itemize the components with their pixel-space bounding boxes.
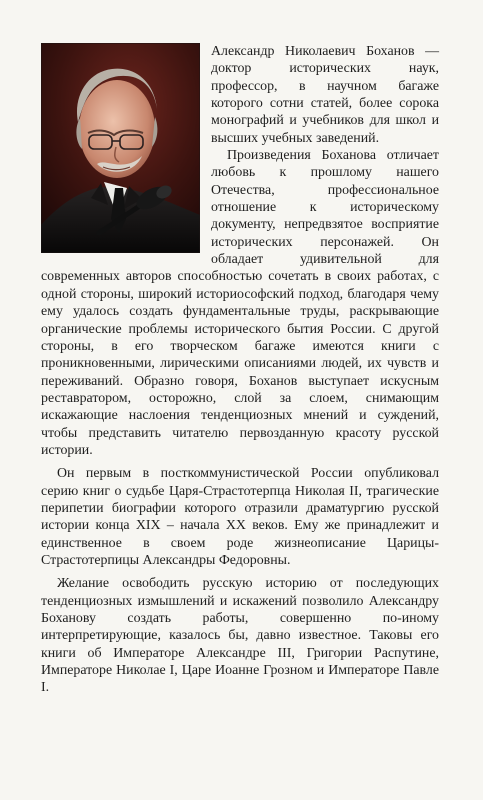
author-portrait [41, 43, 200, 253]
bio-paragraph-4: Желание освободить русскую историю от последующих тенденциозных измышлений и искажений позволило Александру Боханову создать работы, совершенно по-иному интерпретирующие, казалось бы, давно известное. Таковы его книги об Императоре Александре III, Григории Распутине, Императоре Николае I, Царе Иоанне Грозном и Императоре Павле I. [41, 576, 439, 696]
bio-paragraph-2: Произведения Боханова отличает любовь к прошлому нашего Отечества, профессиональное отношение к историческому документу, непредвзятое восприятие исторических персонажей. Он обладает удивительной для современных авторов способностью сочетать в своих работах, с одной стороны, широкий историософский подход, благодаря чему ему удалось создать фундаментальные труды, раскрывающие органические проблемы исторического бытия России. С другой стороны, в его творческом багаже имеются книги с проникновенными, лирическими описаниями людей, их чувств и переживаний. Образно говоря, Боханов выступает искусным реставратором, осторожно, слой за слоем, снимающим искажающие наслоения тенденциозных мнений и суждений, чтобы представить читателю первозданную красоту русской истории. [41, 148, 439, 458]
author-bio [41, 43, 439, 697]
bio-paragraph-3: Он первым в посткоммунистической России опубликовал серию книг о судьбе Царя-Страстотерпца Николая II, трагические перипетии биографии которого отразили драматургию русской истории конца XIX – начала XX веков. Ему же принадлежит и единственное в своем роде жизнеописание Царицы-Страстотерпицы Александры Федоровны. [41, 466, 439, 568]
bio-paragraph-1: Александр Николаевич Боханов — доктор исторических наук, профессор, в научном багаже которого сотни статей, более сорока монографий и учебников для школ и высших учебных заведений. [211, 44, 439, 146]
